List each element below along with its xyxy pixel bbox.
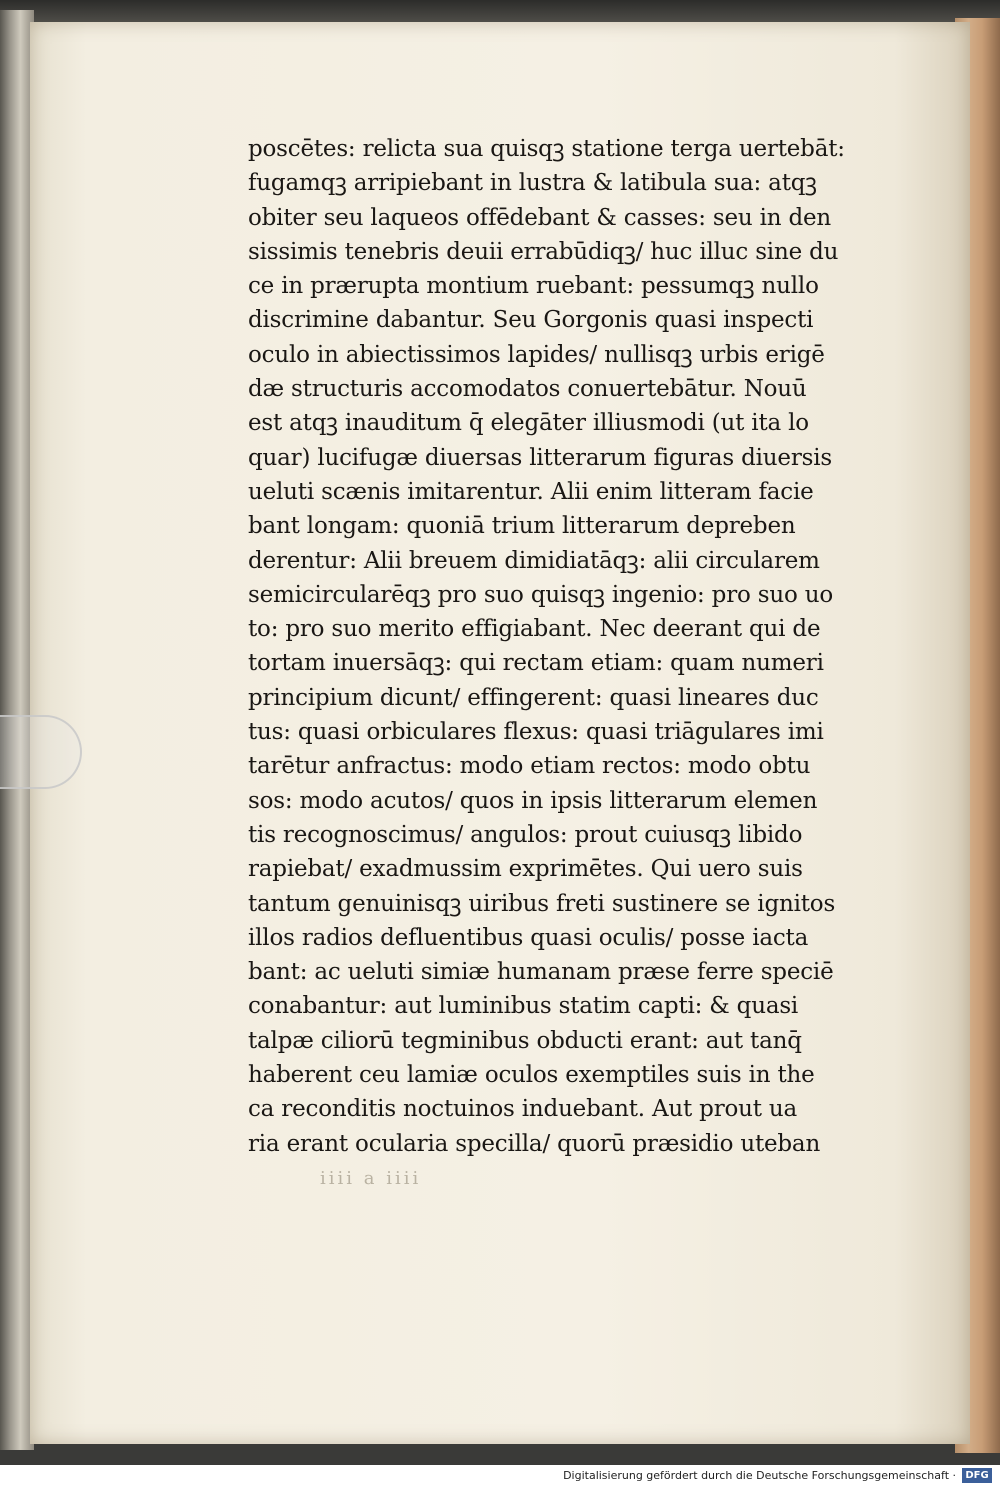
text-line: discrimine dabantur. Seu Gorgonis quasi inspecti	[248, 307, 814, 334]
page-body-text	[248, 132, 888, 1161]
text-line: derentur: Alii breuem dimidiatāqꝫ: alii circularem	[248, 547, 820, 574]
text-line: rapiebat/ exadmussim exprimētes. Qui uero suis	[248, 856, 803, 883]
text-line: est atqꝫ inauditum q̄ elegāter illiusmodi (ut ita lo	[248, 410, 809, 437]
funding-credit: Digitalisierung gefördert durch die Deutsche Forschungsgemeinschaft ·	[563, 1469, 956, 1482]
text-line: dæ structuris accomodatos conuertebātur. Nouū	[248, 376, 807, 403]
text-line: quar) lucifugæ diuersas litterarum figuras diuersis	[248, 444, 832, 471]
text-line: oculo in abiectissimos lapides/ nullisqꝫ urbis erigē	[248, 341, 825, 368]
text-line: illos radios defluentibus quasi oculis/ posse iacta	[248, 924, 809, 951]
dfg-logo: DFG	[962, 1468, 992, 1483]
text-line: semicircularēqꝫ pro suo quisqꝫ ingenio: pro suo uo	[248, 581, 833, 608]
footer-bar	[0, 1465, 1000, 1487]
text-line: ca reconditis noctuinos induebant. Aut prout ua	[248, 1096, 798, 1123]
text-line: bant: ac ueluti simiæ humanam præse ferre speciē	[248, 959, 834, 986]
bookmark-clip	[0, 715, 82, 789]
text-line: obiter seu laqueos offēdebant & casses: seu in den	[248, 204, 832, 231]
text-line: sos: modo acutos/ quos in ipsis litterarum elemen	[248, 787, 818, 814]
text-line: haberent ceu lamiæ oculos exemptiles suis in the	[248, 1062, 815, 1089]
text-line: fugamqꝫ arripiebant in lustra & latibula sua: atqꝫ	[248, 170, 817, 197]
text-line: to: pro suo merito effigiabant. Nec deerant qui de	[248, 616, 821, 643]
text-line: tis recognoscimus/ angulos: prout cuiusqꝫ libido	[248, 821, 803, 848]
text-line: ueluti scænis imitarentur. Alii enim litteram facie	[248, 478, 814, 505]
signature-mark-showthrough: iiii a iiii	[320, 1168, 422, 1189]
text-line: ce in prærupta montium ruebant: pessumqꝫ nullo	[248, 273, 819, 300]
text-line: tantum genuinisqꝫ uiribus freti sustinere se ignitos	[248, 890, 836, 917]
text-line: tortam inuersāqꝫ: qui rectam etiam: quam numeri	[248, 650, 824, 677]
text-line: bant longam: quoniā trium litterarum depreben	[248, 513, 796, 540]
text-line: principium dicunt/ effingerent: quasi lineares duc	[248, 684, 819, 711]
text-line: ria erant ocularia specilla/ quorū præsidio uteban	[248, 1130, 821, 1157]
text-line: tus: quasi orbiculares flexus: quasi triāgulares imi	[248, 719, 824, 746]
text-line: poscētes: relicta sua quisqꝫ statione terga uertebāt:	[248, 136, 845, 162]
text-line: sissimis tenebris deuii errabūdiqꝫ/ huc illuc sine du	[248, 238, 839, 265]
text-line: talpæ ciliorū tegminibus obducti erant: aut tanq̄	[248, 1027, 802, 1054]
text-line: tarētur anfractus: modo etiam rectos: modo obtu	[248, 753, 811, 780]
text-line: conabantur: aut luminibus statim capti: & quasi	[248, 993, 799, 1020]
